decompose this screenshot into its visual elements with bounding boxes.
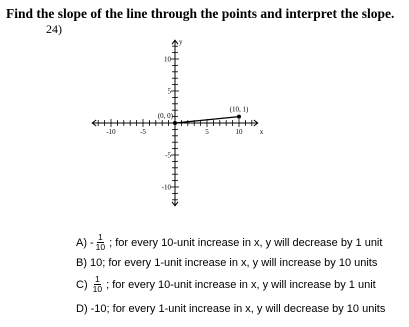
- x-axis-label: x: [259, 128, 264, 136]
- plotted-point: [173, 121, 177, 125]
- choice-c-numerator: 1: [94, 274, 100, 284]
- x-tick-label: 10: [235, 128, 243, 136]
- choice-d-text: for every 1-unit increase in x, y will decrease by 10 units: [109, 303, 386, 315]
- x-tick-label: 5: [205, 128, 209, 136]
- question-number: 24): [46, 22, 62, 36]
- choice-d-value: -10;: [90, 303, 110, 315]
- choice-a[interactable]: [76, 233, 382, 252]
- choice-a-numerator: 1: [98, 232, 103, 242]
- choice-c-text: ; for every 10-unit increase in x, y will increase by 1 unit: [106, 278, 376, 291]
- choice-d-letter: D): [76, 303, 88, 315]
- choice-c-fraction: [92, 275, 103, 294]
- choice-c-denominator: 10: [92, 284, 103, 294]
- choice-a-fraction: [95, 233, 106, 252]
- point-label: (10, 1): [229, 105, 249, 114]
- question-title: Find the slope of the line through the points and interpret the slope.: [6, 6, 395, 21]
- choice-c-letter: C): [76, 278, 88, 291]
- choice-a-denominator: 10: [95, 242, 106, 252]
- choice-c[interactable]: [76, 275, 376, 294]
- point-label: (0, 0): [157, 112, 173, 120]
- choice-b-text: for every 1-unit increase in x, y will increase by 10 units: [105, 257, 378, 269]
- plotted-point: [237, 115, 241, 119]
- x-tick-label: -10: [106, 128, 116, 136]
- choice-a-text: ; for every 10-unit increase in x, y will decrease by 1 unit: [109, 236, 383, 249]
- y-axis-label: y: [179, 38, 183, 47]
- plotted-line: [158, 106, 249, 125]
- y-tick-label: 5: [167, 87, 171, 96]
- choice-a-letter: A): [76, 236, 87, 249]
- choice-b-value: 10;: [90, 257, 106, 269]
- y-tick-label: -5: [165, 151, 171, 160]
- x-tick-label: -5: [140, 128, 146, 136]
- y-tick-label: 10: [164, 55, 171, 64]
- choice-a-sign: -: [90, 236, 94, 249]
- choice-b[interactable]: [76, 257, 377, 269]
- choice-d[interactable]: [76, 303, 385, 315]
- choice-b-letter: B): [76, 257, 87, 269]
- tick-labels: [106, 38, 263, 191]
- y-tick-label: -10: [161, 183, 171, 192]
